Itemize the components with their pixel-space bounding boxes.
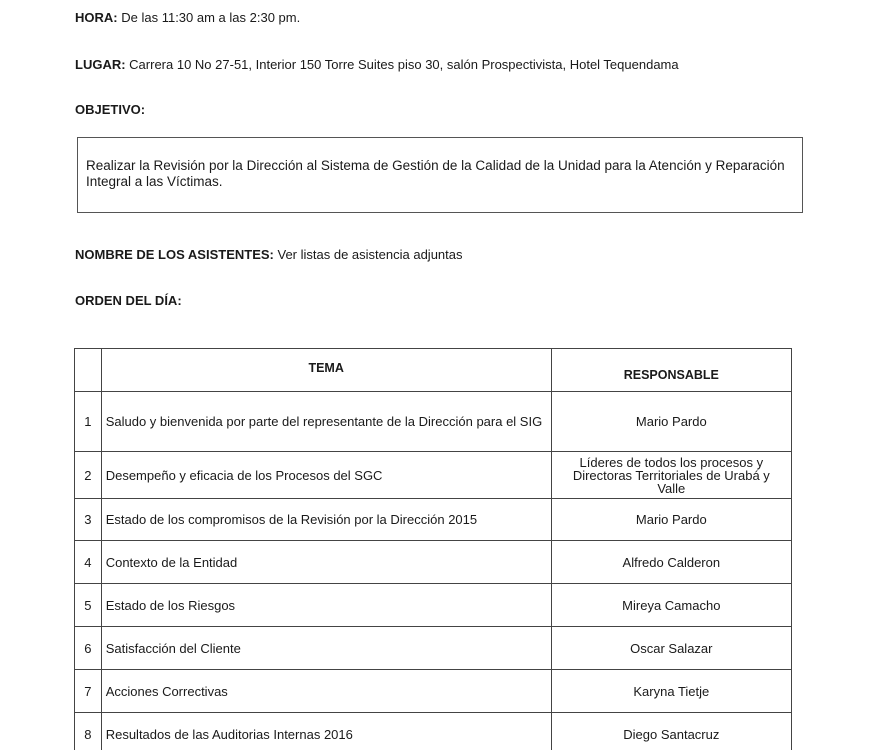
- table-row: [75, 670, 792, 713]
- row-tema: Estado de los compromisos de la Revisión por la Dirección 2015: [101, 499, 551, 541]
- header-responsable: RESPONSABLE: [551, 349, 791, 392]
- row-responsable: Mireya Camacho: [551, 584, 791, 627]
- row-tema: Acciones Correctivas: [101, 670, 551, 713]
- hora-label: HORA:: [75, 10, 118, 25]
- row-responsable: Karyna Tietje: [551, 670, 791, 713]
- row-tema: Desempeño y eficacia de los Procesos del SGC: [101, 452, 551, 499]
- objetivo-heading: [75, 102, 145, 117]
- row-responsable: Alfredo Calderon: [551, 541, 791, 584]
- header-num: [75, 349, 102, 392]
- row-number: 5: [75, 584, 102, 627]
- row-tema: Contexto de la Entidad: [101, 541, 551, 584]
- row-responsable: Diego Santacruz: [551, 713, 791, 750]
- table-row: [75, 541, 792, 584]
- asistentes-line: [75, 247, 463, 262]
- row-responsable: Líderes de todos los procesos y Directoras Territoriales de Urabá y Valle: [551, 452, 791, 499]
- hora-value: De las 11:30 am a las 2:30 pm.: [121, 10, 301, 25]
- row-number: 6: [75, 627, 102, 670]
- table-row: [75, 392, 792, 452]
- hora-line: [75, 10, 300, 25]
- asistentes-label: NOMBRE DE LOS ASISTENTES:: [75, 247, 274, 262]
- row-tema: Saludo y bienvenida por parte del representante de la Dirección para el SIG: [101, 392, 551, 452]
- objetivo-label: OBJETIVO:: [75, 102, 146, 117]
- objetivo-text: Realizar la Revisión por la Dirección al Sistema de Gestión de la Calidad de la Unidad para la Atención y Reparación Integral a las Víctimas.: [86, 158, 785, 189]
- row-responsable: Oscar Salazar: [551, 627, 791, 670]
- objetivo-box: [77, 137, 803, 213]
- table-row: [75, 499, 792, 541]
- row-number: 1: [75, 392, 102, 452]
- table-row: [75, 452, 792, 499]
- row-number: 8: [75, 713, 102, 750]
- row-responsable: Mario Pardo: [551, 392, 791, 452]
- table-row: [75, 713, 792, 750]
- lugar-label: LUGAR:: [75, 57, 126, 72]
- row-tema: Satisfacción del Cliente: [101, 627, 551, 670]
- row-number: 2: [75, 452, 102, 499]
- asistentes-value: Ver listas de asistencia adjuntas: [277, 247, 463, 262]
- table-row: [75, 627, 792, 670]
- row-number: 7: [75, 670, 102, 713]
- agenda-table: [74, 348, 792, 750]
- row-tema: Resultados de las Auditorias Internas 2016: [101, 713, 551, 750]
- lugar-line: [75, 57, 679, 72]
- header-tema: TEMA: [101, 349, 551, 392]
- table-row: [75, 584, 792, 627]
- row-responsable: Mario Pardo: [551, 499, 791, 541]
- agenda-header-row: [75, 349, 792, 392]
- lugar-value: Carrera 10 No 27-51, Interior 150 Torre Suites piso 30, salón Prospectivista, Hotel Tequendama: [129, 57, 679, 72]
- orden-heading: [75, 293, 182, 308]
- row-number: 4: [75, 541, 102, 584]
- row-tema: Estado de los Riesgos: [101, 584, 551, 627]
- row-number: 3: [75, 499, 102, 541]
- orden-label: ORDEN DEL DÍA:: [75, 293, 182, 308]
